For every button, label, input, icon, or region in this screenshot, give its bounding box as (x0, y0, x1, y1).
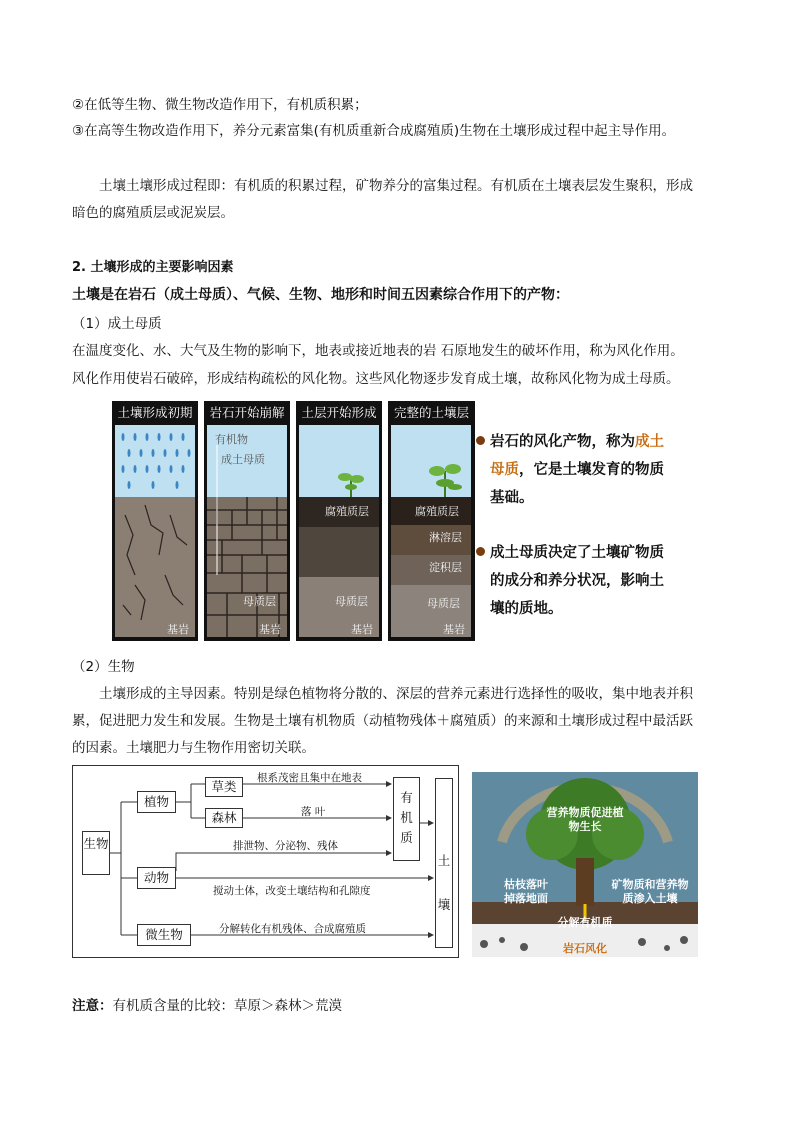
organic-label: 有机物 (215, 433, 248, 446)
side-note-2-line1: 成土母质决定了土壤矿物质 (490, 545, 664, 561)
paragraph-line: 在温度变化、水、大气及生物的影响下，地表或接近地表的岩 石原地发生的破坏作用，称为风化作用。 (72, 343, 684, 359)
note: 注意：有机质含量的比较：草原＞森林＞荒漠 (72, 998, 342, 1014)
bedrock-label: 基岩 (167, 623, 189, 636)
paragraph-line: 的因素。土壤肥力与生物作用密切关联。 (72, 740, 315, 756)
tree-label-left: 枯枝落叶掉落地面 (504, 878, 548, 905)
bedrock-label: 基岩 (259, 623, 281, 636)
soil-formation-figure (112, 401, 475, 641)
subsection-title: （2）生物 (72, 659, 135, 675)
soil-box: 土壤 (435, 778, 453, 948)
parent-material-pointer-label: 成土母质 (221, 453, 265, 466)
panel-title: 完整的土壤层 (393, 405, 469, 420)
rain-icon (115, 425, 195, 637)
tree-label-right: 矿物质和营养物质渗入土壤 (611, 878, 689, 905)
paragraph-line: 暗色的腐殖质层或泥炭层。 (72, 205, 234, 221)
forest-box: 森林 (205, 808, 243, 828)
bullet-icon (476, 547, 485, 556)
seedling-icon (299, 425, 379, 497)
tree-label-top: 营养物质促进植物生长 (546, 806, 624, 833)
section-heading: 2. 土壤形成的主要影响因素 (72, 260, 234, 275)
animal-box: 动物 (137, 867, 176, 889)
microbe-box: 微生物 (137, 924, 191, 946)
animal-annotation-2: 搅动土体，改变土壤结构和孔隙度 (213, 885, 371, 897)
panel-rock-breakdown (204, 401, 290, 641)
bedrock-label: 基岩 (351, 623, 373, 636)
forest-annotation: 落 叶 (301, 806, 326, 818)
paragraph-line: 土壤土壤形成过程即：有机质的积累过程，矿物养分的富集过程。有机质在土壤表层发生聚积，形成 (99, 178, 693, 194)
humus-layer-label: 腐殖质层 (415, 505, 459, 518)
paragraph-line: 风化作用使岩石破碎，形成结构疏松的风化物。这些风化物逐步发育成土壤，故称风化物为成土母质。 (72, 371, 680, 387)
tree-label-center: 分解有机质 (557, 916, 613, 929)
parent-layer-label: 母质层 (243, 595, 276, 608)
grass-annotation: 根系茂密且集中在地表 (257, 772, 362, 784)
illuvial-layer-label: 淀积层 (429, 561, 462, 574)
panel-initial (112, 401, 198, 641)
bedrock-label: 基岩 (443, 623, 465, 636)
organism-role-diagram (72, 765, 459, 958)
panel-complete-soil (388, 401, 475, 641)
plant-box: 植物 (137, 791, 176, 813)
organic-matter-box: 有机质 (393, 777, 420, 861)
panel-title: 土壤形成初期 (117, 405, 193, 420)
side-note-1-line1: 岩石的风化产物，称为成土 (490, 434, 664, 450)
side-note-1-line3: 基础。 (490, 490, 534, 506)
grass-box: 草类 (205, 777, 243, 797)
humus-layer-label: 腐殖质层 (325, 505, 369, 518)
side-note-1-line2: 母质，它是土壤发育的物质 (490, 462, 664, 478)
nutrient-cycle-image (472, 772, 698, 957)
panel-title: 岩石开始崩解 (209, 405, 285, 420)
paragraph-line: 累，促进肥力发生和发展。生物是土壤有机物质（动植物残体＋腐殖质）的来源和土壤形成过程中最活跃 (72, 713, 693, 729)
panel-title: 土层开始形成 (301, 405, 377, 420)
section-subheading: 土壤是在岩石（成土母质）、气候、生物、地形和时间五因素综合作用下的产物： (72, 287, 569, 303)
eluvial-layer-label: 淋溶层 (429, 531, 462, 544)
paragraph-line: 土壤形成的主导因素。特别是绿色植物将分散的、深层的营养元素进行选择性的吸收，集中地表并积 (99, 686, 693, 702)
plant-icon (391, 425, 471, 497)
panel-layer-forming (296, 401, 382, 641)
side-note-2-line3: 壤的质地。 (490, 601, 563, 617)
parent-layer-label: 母质层 (427, 597, 460, 610)
side-note-2-line2: 的成分和养分状况，影响土 (490, 573, 664, 589)
bullet-icon (476, 436, 485, 445)
animal-annotation-1: 排泄物、分泌物、残体 (233, 840, 338, 852)
tree-label-bottom: 岩石风化 (563, 942, 607, 955)
parent-layer-label: 母质层 (335, 595, 368, 608)
microbe-annotation: 分解转化有机残体、合成腐殖质 (219, 923, 366, 935)
list-item-2: ②在低等生物、微生物改造作用下，有机质积累； (72, 97, 368, 113)
list-item-3: ③在高等生物改造作用下，养分元素富集(有机质重新合成腐殖质)生物在土壤形成过程中起主导作用。 (72, 123, 676, 139)
subsection-title: （1）成土母质 (72, 316, 162, 332)
organism-root-box: 生物 (82, 831, 110, 875)
